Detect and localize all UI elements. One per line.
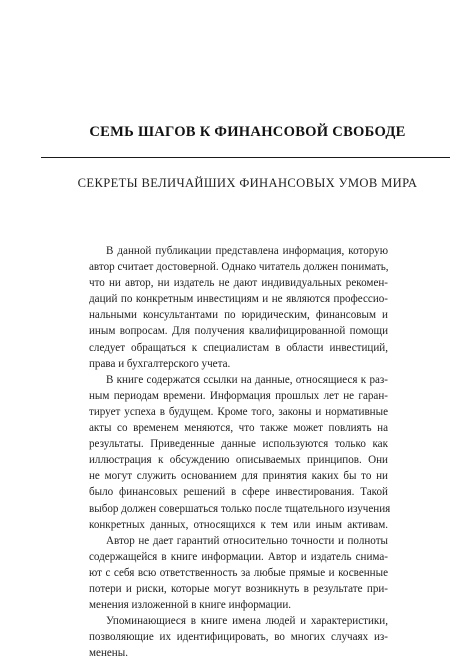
text-line: следует обращаться к специалистам в области инвестиций, <box>89 341 388 354</box>
text-line: менены. <box>89 647 128 660</box>
text-line: В книге содержатся ссылки на данные, относящиеся к раз- <box>106 373 388 386</box>
text-line: результаты. Приведенные данные используются только как <box>89 438 388 451</box>
page-title: СЕМЬ ШАГОВ К ФИНАНСОВОЙ СВОБОДЕ <box>89 124 406 140</box>
text-line: не могут служить основанием для принятия каких бы то ни <box>89 470 388 483</box>
text-line: Автор не дает гарантий относительно точности и полноты <box>106 534 388 547</box>
text-line: ным периодам времени. Информация прошлых лет не гаран- <box>89 389 388 402</box>
page-subtitle: СЕКРЕТЫ ВЕЛИЧАЙШИХ ФИНАНСОВЫХ УМОВ МИРА <box>77 176 418 190</box>
text-line: иным вопросам. Для получения квалифицированной помощи <box>89 325 388 338</box>
paragraph <box>89 533 388 613</box>
text-line: содержащейся в книге информации. Автор и издатель снима- <box>89 550 388 563</box>
text-line: потери и риски, которые могут возникнуть в результате при- <box>89 582 388 595</box>
title-divider <box>41 157 450 158</box>
text-line: автор считает достоверной. Однако читатель должен понимать, <box>89 261 389 274</box>
text-line: выбор должен совершаться только после тщательного изучения <box>89 502 391 515</box>
text-line: что ни автор, ни издатель не дают индивидуальных рекомен- <box>89 277 388 290</box>
paragraph <box>89 243 388 372</box>
text-line: ют с себя всю ответственность за любые прямые и косвенные <box>89 566 388 579</box>
text-line: права и бухгалтерского учета. <box>89 357 231 370</box>
text-line: Упоминающиеся в книге имена людей и характеристики, <box>106 615 388 628</box>
paragraph <box>89 613 388 661</box>
text-line: позволяющие их идентифицировать, во многих случаях из- <box>89 631 388 644</box>
paragraph <box>89 372 391 533</box>
disclaimer-text <box>89 243 391 661</box>
text-line: акты со временем меняются, что также может повлиять на <box>89 422 388 435</box>
text-line: тирует успеха в будущем. Кроме того, законы и нормативные <box>89 405 388 418</box>
text-line: было финансовых решений в сфере инвестирования. Такой <box>89 486 388 499</box>
text-line: В данной публикации представлена информация, которую <box>106 245 388 257</box>
text-line: иллюстрация к обсуждению описываемых принципов. Они <box>89 454 388 467</box>
text-line: нальными консультантами по юридическим, финансовым и <box>89 309 388 322</box>
text-line: даций по конкретным инвестициям и не являются профессио- <box>89 293 388 306</box>
text-line: менения изложенной в книге информации. <box>89 599 292 612</box>
text-line: конкретных данных, относящихся к тем или иным активам. <box>89 518 388 531</box>
